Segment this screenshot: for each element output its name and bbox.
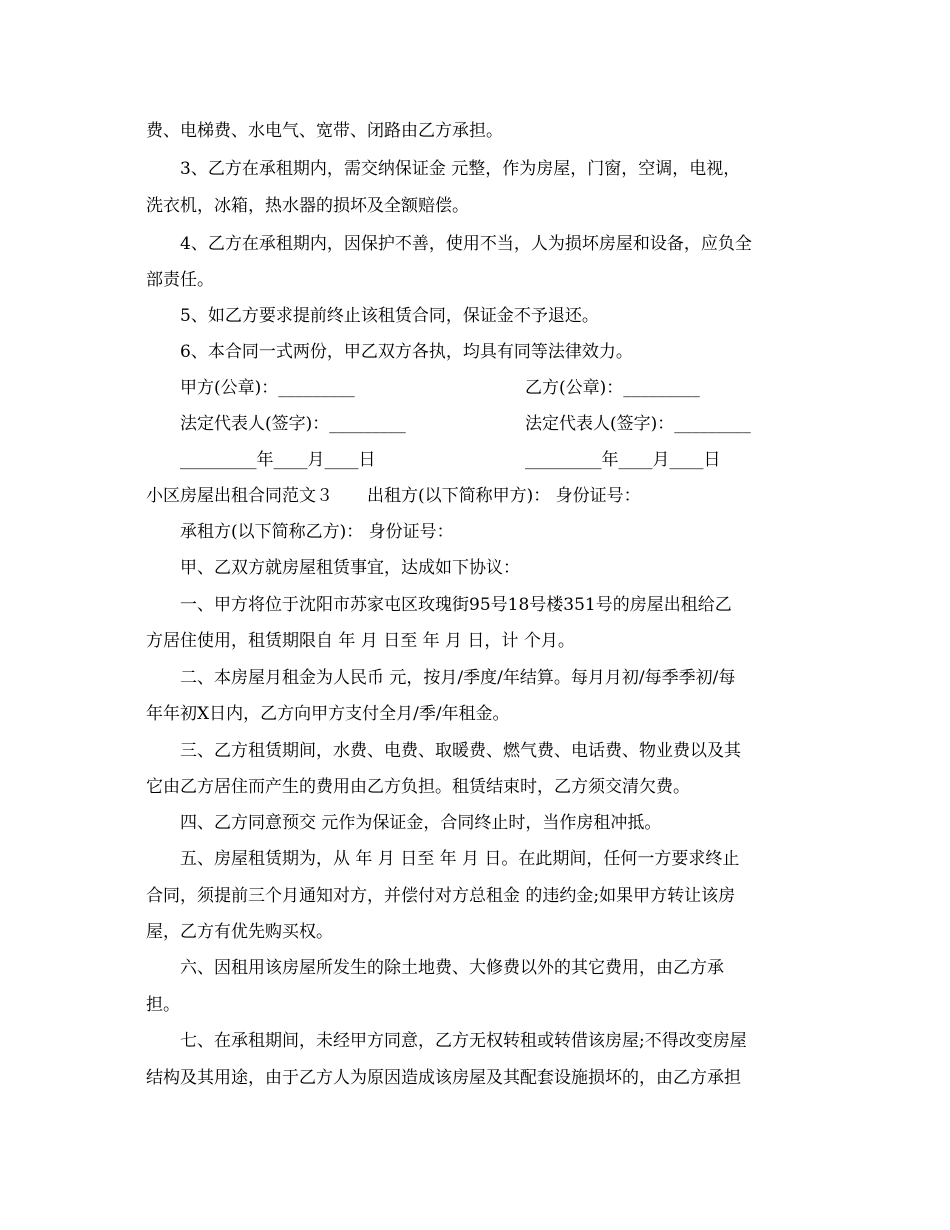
- party-a-date: _________年____月____日: [180, 450, 376, 470]
- clause-3-line-2: 洗衣机，冰箱，热水器的损坏及全额赔偿。: [146, 196, 469, 216]
- clause-3-line-1: 3、乙方在承租期内，需交纳保证金 元整，作为房屋，门窗，空调，电视，: [180, 159, 741, 179]
- article-5-line-3: 屋，乙方有优先购买权。: [146, 922, 333, 942]
- article-4: 四、乙方同意预交 元作为保证金，合同终止时，当作房租冲抵。: [180, 813, 662, 833]
- article-2-line-2: 年年初X日内，乙方向甲方支付全月/季/年租金。: [146, 704, 510, 724]
- article-7-line-2: 结构及其用途，由于乙方人为原因造成该房屋及其配套设施损坏的，由乙方承担: [146, 1068, 741, 1088]
- paragraph-line: 费、电梯费、水电气、宽带、闭路由乙方承担。: [146, 121, 503, 141]
- article-2-line-1: 二、本房屋月租金为人民币 元，按月/季度/年结算。每月月初/每季季初/每: [180, 668, 736, 688]
- agreement-intro: 甲、乙双方就房屋租赁事宜，达成如下协议：: [180, 558, 520, 578]
- article-3-line-2: 它由乙方居住而产生的费用由乙方负担。租赁结束时，乙方须交清欠费。: [146, 777, 690, 797]
- article-6-line-1: 六、因租用该房屋所发生的除土地费、大修费以外的其它费用，由乙方承: [180, 958, 724, 978]
- party-a-representative: 法定代表人(签字)：_________: [180, 414, 406, 434]
- article-6-line-2: 担。: [146, 995, 180, 1015]
- party-a-seal: 甲方(公章)：_________: [180, 378, 355, 398]
- contract-title-line: 小区房屋出租合同范文３ 出租方(以下简称甲方)： 身份证号：: [146, 486, 641, 506]
- lessee-line: 承租方(以下简称乙方)： 身份证号：: [180, 522, 454, 542]
- clause-4-line-2: 部责任。: [146, 270, 214, 290]
- article-5-line-1: 五、房屋租赁期为，从 年 月 日至 年 月 日。在此期间，任何一方要求终止: [180, 849, 740, 869]
- clause-5: 5、如乙方要求提前终止该租赁合同，保证金不予退还。: [180, 306, 599, 326]
- article-5-line-2: 合同，须提前三个月通知对方，并偿付对方总租金 的违约金;如果甲方转让该房: [146, 886, 736, 906]
- clause-6: 6、本合同一式两份，甲乙双方各执，均具有同等法律效力。: [180, 342, 633, 362]
- article-7-line-1: 七、在承租期间，未经甲方同意，乙方无权转租或转借该房屋;不得改变房屋: [180, 1031, 747, 1051]
- article-1-line-1: 一、甲方将位于沈阳市苏家屯区玫瑰街95号18号楼351号的房屋出租给乙: [180, 595, 732, 615]
- article-3-line-1: 三、乙方租赁期间，水费、电费、取暖费、燃气费、电话费、物业费以及其: [180, 741, 741, 761]
- party-b-seal: 乙方(公章)：_________: [525, 378, 700, 398]
- party-b-representative: 法定代表人(签字)：_________: [525, 414, 751, 434]
- clause-4-line-1: 4、乙方在承租期内，因保护不善，使用不当，人为损坏房屋和设备，应负全: [180, 234, 752, 254]
- article-1-line-2: 方居住使用，租赁期限自 年 月 日至 年 月 日，计 个月。: [146, 631, 575, 651]
- party-b-date: _________年____月____日: [525, 450, 721, 470]
